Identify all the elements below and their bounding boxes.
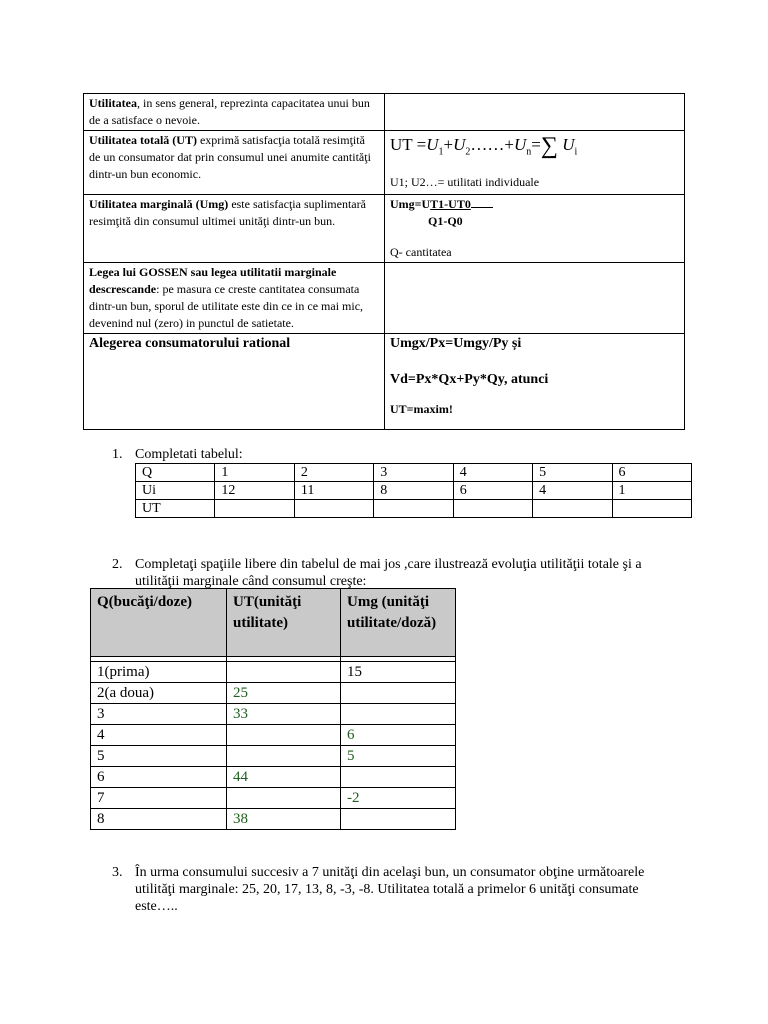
table-cell: 2 (294, 464, 373, 482)
definition-text: exprimă satisfacţia totală resimţită de un consumator dat prin consumul unei anumite cantităţi dintr-un bun economic. (89, 133, 371, 181)
definition-cell (84, 131, 385, 195)
table-cell: 8 (91, 809, 227, 830)
definition-term: Utilitatea (89, 96, 137, 110)
definition-cell (84, 334, 385, 430)
table-cell (612, 500, 691, 518)
exercise-number: 1. (112, 447, 123, 462)
definition-text: , in sens general, reprezinta capacitatea unui bun de a satisface o nevoie. (89, 96, 370, 127)
table-cell: Ui (136, 482, 215, 500)
column-header: UT(unităţi utilitate) (227, 589, 341, 657)
table-cell: 2(a doua) (91, 683, 227, 704)
table-cell: 15 (341, 662, 456, 683)
table-cell (374, 500, 453, 518)
table-row (91, 725, 456, 746)
table-row (136, 482, 692, 500)
table-row (91, 746, 456, 767)
column-header: Umg (unităţi utilitate/doză) (341, 589, 456, 657)
table-row (91, 767, 456, 788)
table-cell (341, 704, 456, 725)
exercise-3 (112, 864, 732, 915)
formula-note: Q- cantitatea (390, 245, 452, 259)
formula-denominator: Q1-Q0 (428, 214, 463, 228)
formula-note: U1; U2…= utilitati individuale (390, 175, 540, 190)
exercise-text-line: este….. (135, 899, 178, 914)
table-row (91, 788, 456, 809)
table-cell: 1 (612, 482, 691, 500)
table-cell (341, 809, 456, 830)
table-cell: 4 (91, 725, 227, 746)
formula-cell (385, 195, 685, 263)
table-cell: 6 (341, 725, 456, 746)
table-row (91, 809, 456, 830)
exercise-text: Completati tabelul: (135, 447, 243, 462)
formula-rhs: $=U_1+U_2\dots\dots+U_n=\sum$ $U_i$ (416, 133, 578, 159)
definition-row (84, 94, 685, 131)
definition-row (84, 263, 685, 334)
total-utility-formula: UT $=U_1+U_2\dots\dots+U_n=\sum$ $U_i$ (390, 133, 578, 159)
definition-text: este satisfacţia suplimentară resimţită din consumul ultimei unităţi dintr-un bun. (89, 197, 366, 228)
table-cell: 1(prima) (91, 662, 227, 683)
exercise-2 (112, 556, 732, 590)
table-cell: 5 (533, 464, 612, 482)
definition-text: : pe masura ce creste cantitatea consumata dintr-un bun, sporul de utilitate este din ce in ce mai mic, devenind nul (zero) in punctul de satietate. (89, 282, 364, 330)
definition-row (84, 195, 685, 263)
exercise-text-line: utilităţii marginale când consumul creşte: (135, 574, 367, 589)
definition-cell (84, 263, 385, 334)
definition-cell (84, 94, 385, 131)
formula-cell (385, 334, 685, 430)
exercise-text-line: Completaţi spaţiile libere din tabelul de mai jos ,care ilustrează evoluţia utilităţii totale şi a (135, 557, 642, 572)
table-cell: 1 (215, 464, 294, 482)
table-row (91, 683, 456, 704)
table-cell: 6 (91, 767, 227, 788)
conclusion: UT=maxim! (390, 402, 453, 416)
table-cell: 5 (341, 746, 456, 767)
formula-cell (385, 131, 685, 195)
table-cell: 11 (294, 482, 373, 500)
table-cell (453, 500, 532, 518)
table-cell: 7 (91, 788, 227, 809)
definition-row (84, 131, 685, 195)
table-cell: 8 (374, 482, 453, 500)
table-cell (533, 500, 612, 518)
table-header-row (91, 589, 456, 657)
table-cell: 6 (612, 464, 691, 482)
table-row (136, 500, 692, 518)
table-cell: 4 (453, 464, 532, 482)
table-cell (294, 500, 373, 518)
exercise-text-line: utilităţi marginale: 25, 20, 17, 13, 8, -3, -8. Utilitatea totală a primelor 6 unităţi consumate (135, 882, 639, 897)
marginal-utility-formula: Umg=UT1-UT0 (390, 196, 679, 213)
table-cell (215, 500, 294, 518)
exercise-number: 3. (112, 865, 123, 880)
definition-term: Utilitatea totală (UT) (89, 133, 197, 147)
table-cell: UT (136, 500, 215, 518)
table-row (136, 464, 692, 482)
exercise-text-line: În urma consumului succesiv a 7 unităţi din acelaşi bun, un consumator obţine următoarele (135, 865, 645, 880)
table-cell: 25 (227, 683, 341, 704)
table-cell: Q (136, 464, 215, 482)
definition-term: Alegerea consumatorului rational (89, 336, 291, 351)
table-cell: 6 (453, 482, 532, 500)
definition-row (84, 334, 685, 430)
table-cell: 5 (91, 746, 227, 767)
table-cell: 12 (215, 482, 294, 500)
table-cell: 3 (374, 464, 453, 482)
table-cell: 44 (227, 767, 341, 788)
equilibrium-condition: Umgx/Px=Umgy/Py și (390, 336, 522, 351)
table-cell: 38 (227, 809, 341, 830)
budget-constraint: Vd=Px*Qx+Py*Qy, atunci (390, 372, 549, 387)
table-cell (227, 662, 341, 683)
table-cell (227, 746, 341, 767)
table-cell (227, 725, 341, 746)
exercise-2-table (90, 588, 456, 830)
formula-cell (385, 263, 685, 334)
definition-term: Utilitatea marginală (Umg) (89, 197, 229, 211)
formula-cell (385, 94, 685, 131)
exercise-1 (112, 446, 712, 463)
table-cell (227, 788, 341, 809)
table-cell: 3 (91, 704, 227, 725)
table-cell: 4 (533, 482, 612, 500)
exercise-1-table (135, 463, 692, 518)
table-row (91, 662, 456, 683)
table-row (91, 704, 456, 725)
definition-cell (84, 195, 385, 263)
table-cell (341, 683, 456, 704)
table-cell: 33 (227, 704, 341, 725)
column-header: Q(bucăţi/doze) (91, 589, 227, 657)
table-cell: -2 (341, 788, 456, 809)
exercise-number: 2. (112, 557, 123, 572)
table-cell (341, 767, 456, 788)
definitions-table (83, 93, 685, 430)
definition-term: Legea lui GOSSEN sau legea utilitatii marginale descrescande (89, 265, 337, 296)
